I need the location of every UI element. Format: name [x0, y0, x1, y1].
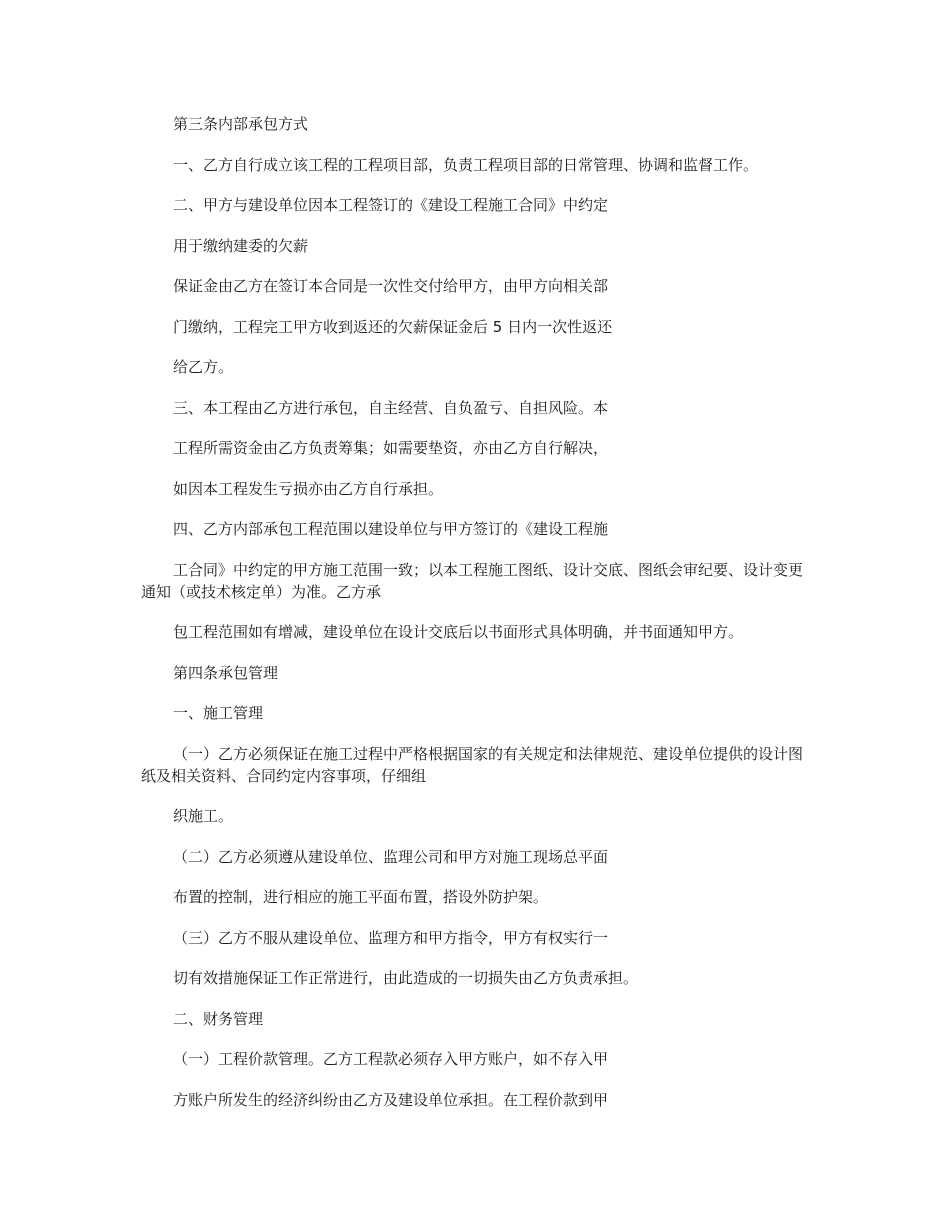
document-body — [141, 113, 811, 1129]
paragraph: 工程所需资金由乙方负责筹集；如需要垫资，亦由乙方自行解决， — [173, 439, 609, 457]
paragraph: （一）工程价款管理。乙方工程款必须存入甲方账户，如不存入甲 — [173, 1050, 609, 1068]
section-heading-article-3: 第三条内部承包方式 — [173, 115, 309, 133]
paragraph: （三）乙方不服从建设单位、监理方和甲方指令，甲方有权实行一 — [173, 928, 609, 947]
paragraph: （一）乙方必须保证在施工过程中严格根据国家的有关规定和法律规范、建设单位提供的设计图纸及相关资料、合同约定内容事项，仔细组 — [141, 744, 804, 785]
subheading-financial-management: 二、财务管理 — [173, 1009, 264, 1028]
paragraph: 三、本工程由乙方进行承包，自主经营、自负盈亏、自担风险。本 — [173, 398, 609, 417]
paragraph: 切有效措施保证工作正常进行，由此造成的一切损失由乙方负责承担。 — [173, 969, 639, 987]
paragraph: 给乙方。 — [173, 358, 234, 376]
paragraph: 保证金由乙方在签订本合同是一次性交付给甲方，由甲方向相关部 — [173, 277, 609, 295]
section-heading-article-4: 第四条承包管理 — [173, 663, 279, 682]
paragraph: 如因本工程发生亏损亦由乙方自行承担。 — [173, 479, 444, 498]
paragraph: 方账户所发生的经济纠纷由乙方及建设单位承担。在工程价款到甲 — [173, 1090, 609, 1109]
paragraph: 用于缴纳建委的欠薪 — [173, 236, 309, 255]
subheading-construction-management: 一、施工管理 — [173, 704, 264, 722]
paragraph: 门缴纳，工程完工甲方收到返还的欠薪保证金后 5 日内一次性返还 — [173, 317, 613, 336]
paragraph: 织施工。 — [173, 807, 234, 825]
paragraph: 布置的控制，进行相应的施工平面布置，搭设外防护架。 — [173, 888, 549, 906]
paragraph: 二、甲方与建设单位因本工程签订的《建设工程施工合同》中约定 — [173, 196, 609, 214]
paragraph: （二）乙方必须遵从建设单位、监理公司和甲方对施工现场总平面 — [173, 847, 609, 866]
paragraph: 一、乙方自行成立该工程的工程项目部，负责工程项目部的日常管理、协调和监督工作。 — [173, 155, 759, 174]
paragraph: 四、乙方内部承包工程范围以建设单位与甲方签订的《建设工程施 — [173, 520, 609, 538]
paragraph: 包工程范围如有增减，建设单位在设计交底后以书面形式具体明确，并书面通知甲方。 — [173, 623, 744, 641]
paragraph: 工合同》中约定的甲方施工范围一致；以本工程施工图纸、设计交底、图纸会审纪要、设计变更通知（或技术核定单）为准。乙方承 — [141, 560, 804, 601]
